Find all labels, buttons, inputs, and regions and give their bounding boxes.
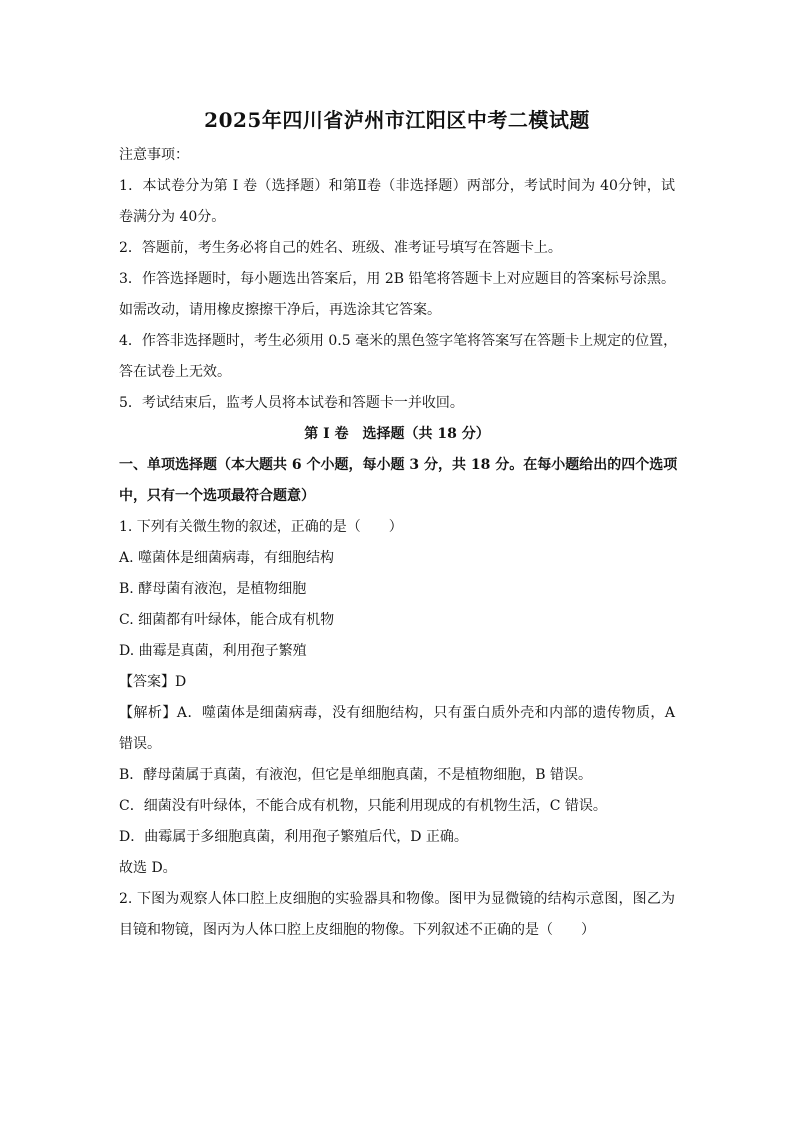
question-1-analysis-line: D．曲霉属于多细胞真菌，利用孢子繁殖后代，D 正确。 xyxy=(119,829,468,845)
question-2-stem-line: 目镜和物镜，图丙为人体口腔上皮细胞的物像。下列叙述不正确的是（ ） xyxy=(119,922,595,938)
question-1-option-a: A. 噬菌体是细菌病毒，有细胞结构 xyxy=(119,550,335,566)
notice-heading: 注意事项： xyxy=(119,147,189,163)
notice-line: 如需改动，请用橡皮擦擦干净后，再选涂其它答案。 xyxy=(119,302,441,318)
notice-line: 2．答题前，考生务必将自己的姓名、班级、准考证号填写在答题卡上。 xyxy=(119,240,562,256)
question-1-option-b: B. 酵母菌有液泡，是植物细胞 xyxy=(119,581,307,597)
notice-line: 卷满分为 40分。 xyxy=(119,209,226,225)
question-1-stem: 1. 下列有关微生物的叙述，正确的是（ ） xyxy=(119,519,403,535)
question-1-analysis-line: 错误。 xyxy=(119,736,161,752)
part-heading-line: 中，只有一个选项最符合题意） xyxy=(119,488,315,504)
notice-line: 5．考试结束后，监考人员将本试卷和答题卡一并收回。 xyxy=(119,395,464,411)
part-heading-line: 一、单项选择题（本大题共 6 个小题，每小题 3 分，共 18 分。在每小题给出的四个选项 xyxy=(119,457,678,473)
notice-line: 1．本试卷分为第 I 卷（选择题）和第Ⅱ卷（非选择题）两部分，考试时间为 40分钟，试 xyxy=(119,178,675,194)
page-title: 2025年四川省泸州市江阳区中考二模试题 xyxy=(204,108,590,132)
section-title: 第 I 卷 选择题（共 18 分） xyxy=(304,426,490,442)
notice-line: 答在试卷上无效。 xyxy=(119,364,231,380)
question-1-conclusion: 故选 D。 xyxy=(119,860,177,876)
question-1-analysis-line: B．酵母菌属于真菌，有液泡，但它是单细胞真菌，不是植物细胞，B 错误。 xyxy=(119,767,593,783)
question-2-stem-line: 2. 下图为观察人体口腔上皮细胞的实验器具和物像。图甲为显微镜的结构示意图，图乙为 xyxy=(119,891,675,907)
notice-line: 3．作答选择题时，每小题选出答案后，用 2B 铅笔将答题卡上对应题目的答案标号涂黑。 xyxy=(119,271,675,287)
question-1-analysis-line: C．细菌没有叶绿体，不能合成有机物，只能利用现成的有机物生活，C 错误。 xyxy=(119,798,607,814)
question-1-analysis-line: 【解析】A．噬菌体是细菌病毒，没有细胞结构，只有蛋白质外壳和内部的遗传物质，A xyxy=(119,705,675,721)
question-1-option-d: D. 曲霉是真菌，利用孢子繁殖 xyxy=(119,643,307,659)
question-1-option-c: C. 细菌都有叶绿体，能合成有机物 xyxy=(119,612,335,628)
question-1-answer: 【答案】D xyxy=(119,674,187,690)
notice-line: 4．作答非选择题时，考生必须用 0.5 毫米的黑色签字笔将答案写在答题卡上规定的位置， xyxy=(119,333,678,349)
